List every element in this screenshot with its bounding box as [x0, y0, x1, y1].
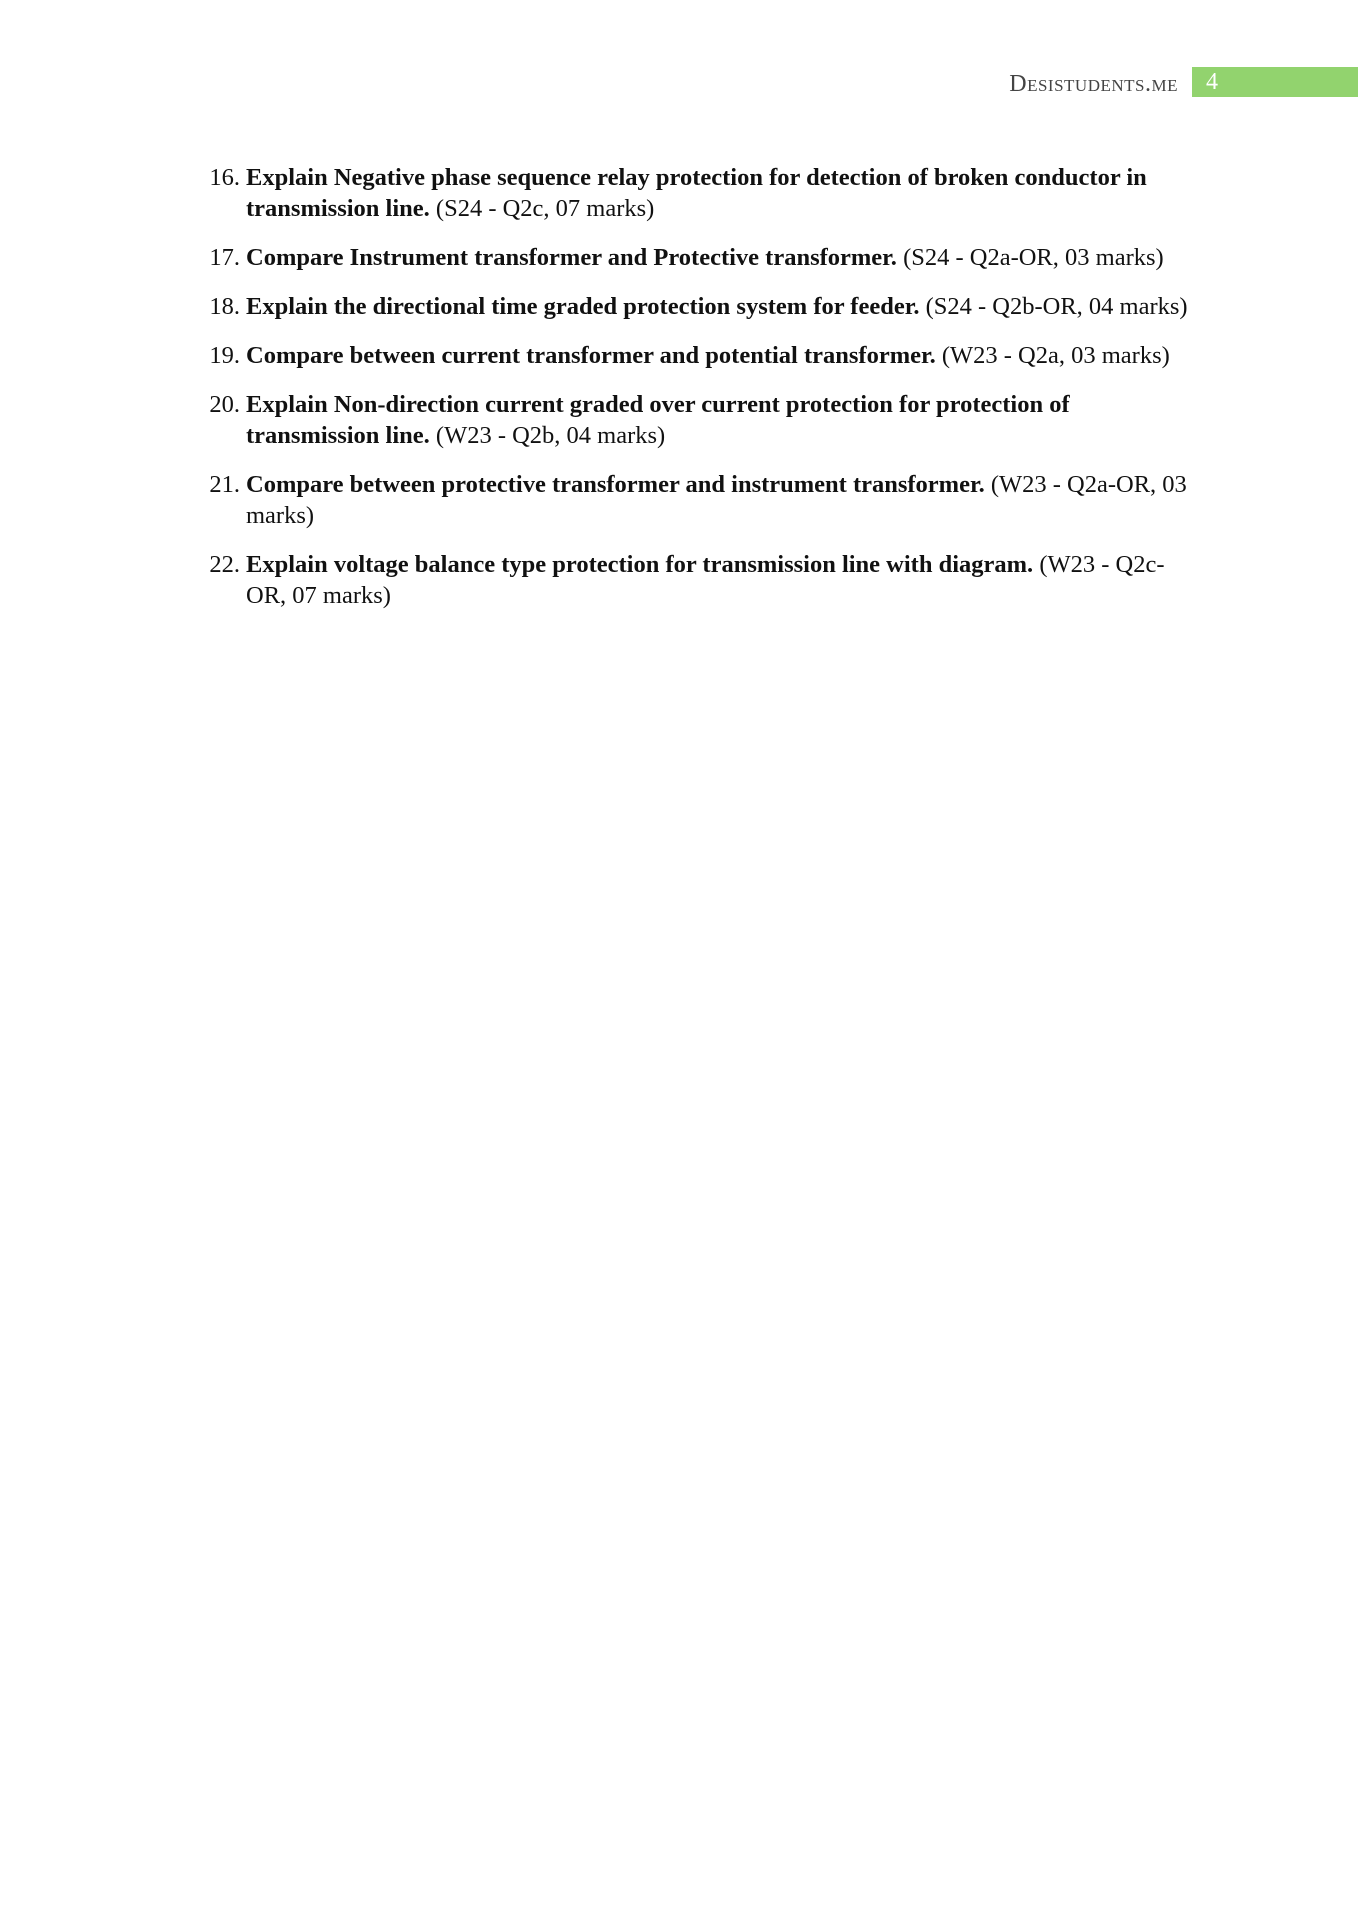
page-header: [0, 0, 1358, 120]
question-text: Explain Non-direction current graded over current protection for protection of transmission line.: [246, 391, 1070, 449]
question-meta: (W23 - Q2c-OR, 07 marks): [246, 551, 1165, 609]
question-text: Explain voltage balance type protection for transmission line with diagram.: [246, 551, 1040, 578]
question-meta: (S24 - Q2c, 07 marks): [435, 195, 655, 222]
page-number: 4: [1206, 69, 1218, 95]
question-number: 22.: [209, 551, 240, 578]
question-item: [200, 389, 1192, 451]
question-text: Explain Negative phase sequence relay protection for detection of broken conductor in transmission line.: [246, 164, 1147, 222]
question-meta: (W23 - Q2a-OR, 03 marks): [246, 471, 1187, 529]
page-number-badge: [1192, 67, 1358, 97]
question-item: [200, 549, 1192, 611]
question-meta: (S24 - Q2b-OR, 04 marks): [925, 293, 1188, 320]
question-number: 21.: [209, 471, 240, 498]
question-number: 20.: [209, 391, 240, 418]
question-item: [200, 291, 1192, 322]
question-item: [200, 340, 1192, 371]
question-meta: (W23 - Q2a, 03 marks): [941, 342, 1170, 369]
question-meta: (S24 - Q2a-OR, 03 marks): [903, 244, 1164, 271]
site-name: Desistudents.me: [1009, 71, 1178, 97]
question-text: Compare between protective transformer and instrument transformer.: [246, 471, 991, 498]
question-item: [200, 162, 1192, 224]
question-number: 19.: [209, 342, 240, 369]
question-number: 16.: [209, 164, 240, 191]
question-item: [200, 469, 1192, 531]
question-number: 18.: [209, 293, 240, 320]
question-number: 17.: [209, 244, 240, 271]
question-text: Compare between current transformer and potential transformer.: [246, 342, 942, 369]
question-text: Explain the directional time graded protection system for feeder.: [246, 293, 926, 320]
question-item: [200, 242, 1192, 273]
question-text: Compare Instrument transformer and Protective transformer.: [246, 244, 904, 271]
question-list: [200, 162, 1192, 629]
question-meta: (W23 - Q2b, 04 marks): [435, 422, 666, 449]
